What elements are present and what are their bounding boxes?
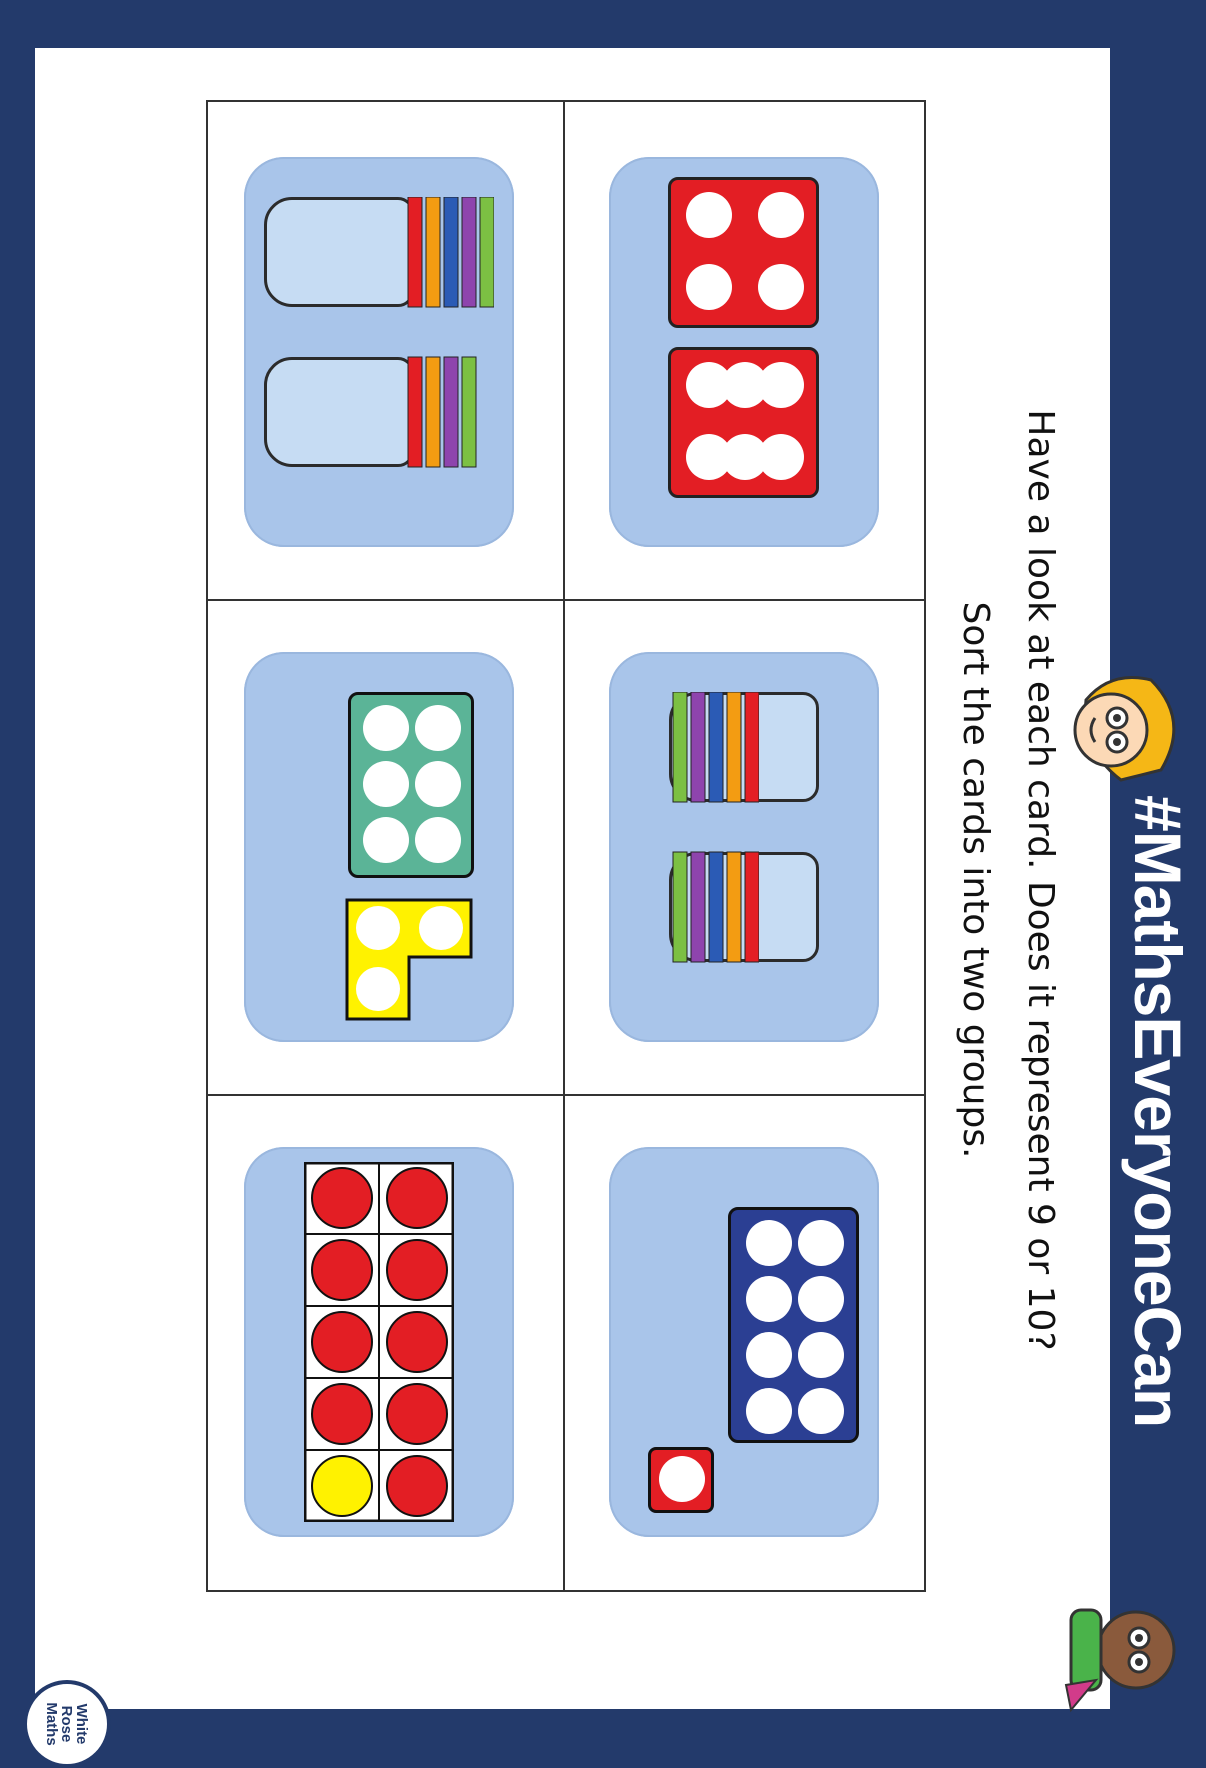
card-grid xyxy=(206,100,926,1592)
hole xyxy=(746,1276,792,1322)
girl-mascot-icon xyxy=(1051,660,1181,800)
numicon-one xyxy=(648,1447,714,1513)
grid-divider xyxy=(563,102,565,1590)
numicon-three xyxy=(344,897,474,1022)
die-six xyxy=(668,347,819,498)
numicon-six xyxy=(348,692,474,878)
pip xyxy=(686,192,732,238)
pencils-icon xyxy=(394,197,494,517)
hole xyxy=(363,761,409,807)
card-pencils-nine xyxy=(244,157,514,547)
hole xyxy=(746,1220,792,1266)
instruction-line-2: Sort the cards into two groups. xyxy=(955,601,996,1159)
card-numicon-eight-one xyxy=(609,1147,879,1537)
pencil-pot xyxy=(264,197,414,307)
card-ten-frame xyxy=(244,1147,514,1537)
hole xyxy=(415,705,461,751)
pencils-icon xyxy=(619,692,759,1012)
grid-divider xyxy=(208,1094,924,1096)
numicon-eight xyxy=(728,1207,859,1443)
hole xyxy=(746,1388,792,1434)
white-rose-maths-logo xyxy=(23,1680,111,1768)
hole xyxy=(798,1332,844,1378)
pip xyxy=(686,434,732,480)
hole xyxy=(363,817,409,863)
logo-line-1: White xyxy=(73,1703,91,1745)
hole xyxy=(798,1220,844,1266)
instruction-line-1: Have a look at each card. Does it represent 9 or 10? xyxy=(1020,409,1061,1351)
card-numicon-six-three xyxy=(244,652,514,1042)
hole xyxy=(798,1388,844,1434)
hashtag-title: #MathsEveryoneCan xyxy=(1121,795,1195,1428)
pencil-pot xyxy=(264,357,414,467)
hole xyxy=(415,817,461,863)
hole xyxy=(415,761,461,807)
boy-mascot-icon xyxy=(1061,1580,1191,1720)
card-dice xyxy=(609,157,879,547)
logo-line-3: Maths xyxy=(43,1702,61,1746)
hole xyxy=(363,705,409,751)
hole xyxy=(746,1332,792,1378)
hole xyxy=(798,1276,844,1322)
pip xyxy=(758,192,804,238)
title-bar xyxy=(1116,0,1206,1767)
grid-divider xyxy=(208,599,924,601)
pip xyxy=(758,264,804,310)
pip xyxy=(686,264,732,310)
hole xyxy=(659,1456,705,1502)
card-pencils-ten xyxy=(609,652,879,1042)
die-four xyxy=(668,177,819,328)
logo-line-2: Rose xyxy=(58,1705,76,1743)
pip xyxy=(686,362,732,408)
ten-frame xyxy=(304,1162,454,1522)
